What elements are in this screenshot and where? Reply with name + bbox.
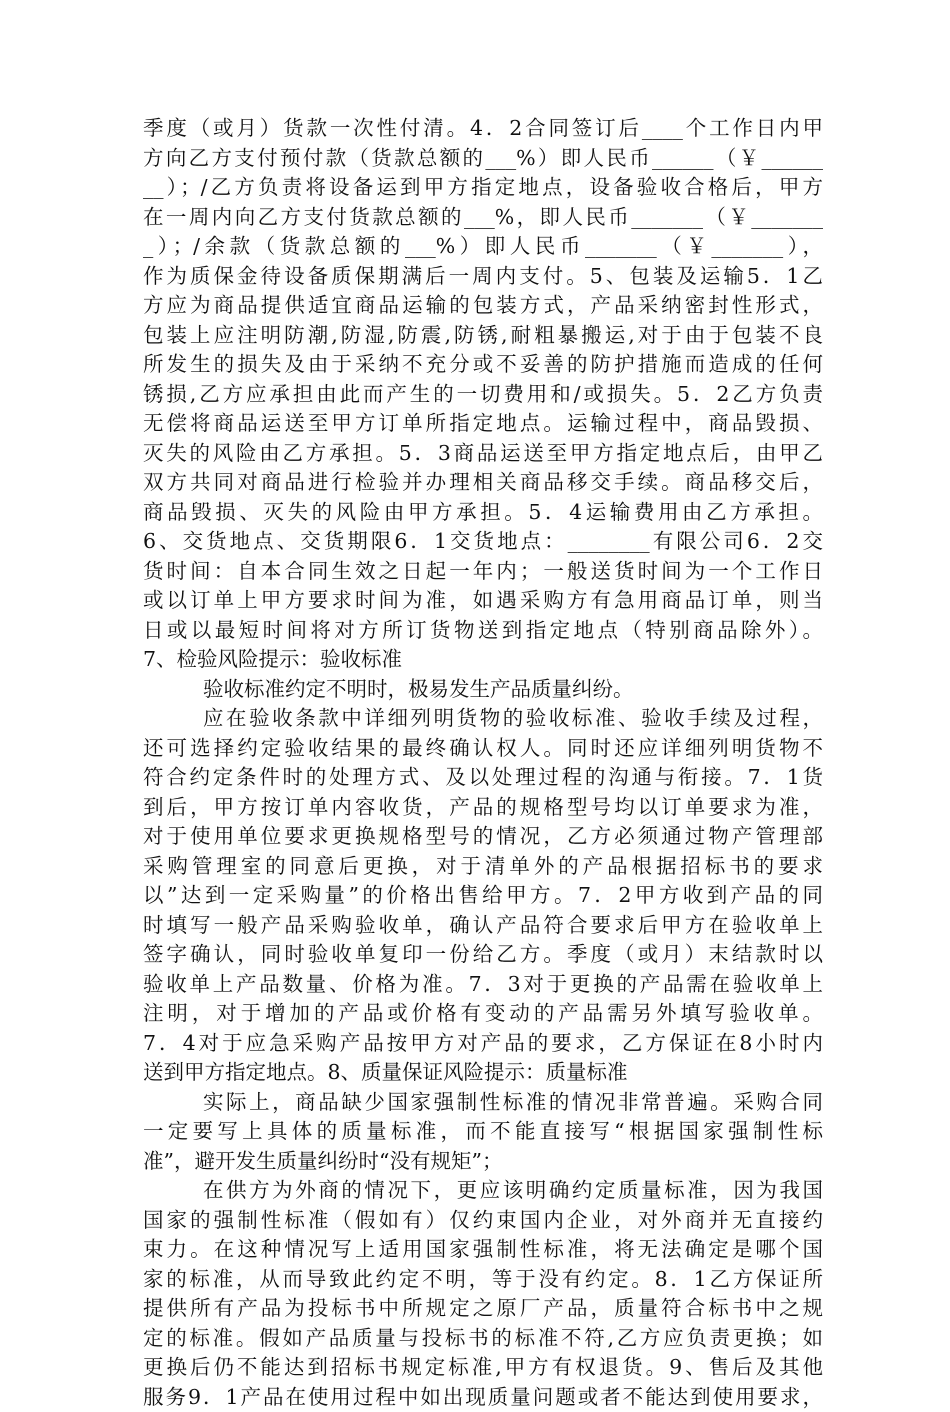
- contract-text-body: [143, 114, 823, 1412]
- text-line: 束力。在这种情况写上适用国家强制性标准，将无法确定是哪个国: [143, 1235, 823, 1265]
- text-line: 时填写一般产品采购验收单，确认产品符合要求后甲方在验收单上: [143, 911, 823, 941]
- text-line: 灭失的风险由乙方承担。5．3商品运送至甲方指定地点后，由甲乙: [143, 439, 823, 469]
- text-line: 6、交货地点、交货期限6．1交货地点：________有限公司6．2交: [143, 527, 823, 557]
- text-line: 定的标准。假如产品质量与投标书的标准不符,乙方应负责更换；如: [143, 1324, 823, 1354]
- text-line: 所发生的损失及由于采纳不充分或不妥善的防护措施而造成的任何: [143, 350, 823, 380]
- text-line: 准”，避开发生质量纠纷时“没有规矩”；: [143, 1147, 823, 1177]
- text-line: 验收单上产品数量、价格为准。7．3对于更换的产品需在验收单上: [143, 970, 823, 1000]
- text-line: 或以订单上甲方要求时间为准，如遇采购方有急用商品订单，则当: [143, 586, 823, 616]
- text-line: 锈损,乙方应承担由此而产生的一切费用和/或损失。5．2乙方负责: [143, 380, 823, 410]
- text-line: 符合约定条件时的处理方式、及以处理过程的沟通与衔接。7．1货: [143, 763, 823, 793]
- text-line: 还可选择约定验收结果的最终确认权人。同时还应详细列明货物不: [143, 734, 823, 764]
- text-line: 一定要写上具体的质量标准，而不能直接写“根据国家强制性标: [143, 1117, 823, 1147]
- text-line: 作为质保金待设备质保期满后一周内支付。5、包装及运输5．1乙: [143, 262, 823, 292]
- text-line: 服务9．1产品在使用过程中如出现质量问题或者不能达到使用要求，: [143, 1383, 823, 1412]
- text-line: 对于使用单位要求更换规格型号的情况，乙方必须通过物产管理部: [143, 822, 823, 852]
- text-line: 方向乙方支付预付款（货款总额的___%）即人民币______（￥______: [143, 144, 823, 174]
- text-line: 方应为商品提供适宜商品运输的包装方式，产品采纳密封性形式，: [143, 291, 823, 321]
- text-line: 实际上，商品缺少国家强制性标准的情况非常普遍。采购合同: [143, 1088, 823, 1118]
- text-line: 商品毁损、灭失的风险由甲方承担。5．4运输费用由乙方承担。: [143, 498, 823, 528]
- text-line: 家的标准，从而导致此约定不明，等于没有约定。8．1乙方保证所: [143, 1265, 823, 1295]
- text-line: 以”达到一定采购量”的价格出售给甲方。7．2甲方收到产品的同: [143, 881, 823, 911]
- text-line: __）；/乙方负责将设备运到甲方指定地点，设备验收合格后，甲方: [143, 173, 823, 203]
- text-line: 提供所有产品为投标书中所规定之原厂产品，质量符合标书中之规: [143, 1294, 823, 1324]
- text-line: 季度（或月）货款一次性付清。4．2合同签订后____个工作日内甲: [143, 114, 823, 144]
- text-line: 无偿将商品运送至甲方订单所指定地点。运输过程中，商品毁损、: [143, 409, 823, 439]
- text-line: 包装上应注明防潮,防湿,防震,防锈,耐粗暴搬运,对于由于包装不良: [143, 321, 823, 351]
- text-line: 验收标准约定不明时，极易发生产品质量纠纷。: [143, 675, 823, 705]
- text-line: 双方共同对商品进行检验并办理相关商品移交手续。商品移交后，: [143, 468, 823, 498]
- text-line: 签字确认，同时验收单复印一份给乙方。季度（或月）末结款时以: [143, 940, 823, 970]
- text-line: 应在验收条款中详细列明货物的验收标准、验收手续及过程，: [143, 704, 823, 734]
- text-line: 更换后仍不能达到招标书规定标准,甲方有权退货。9、售后及其他: [143, 1353, 823, 1383]
- text-line: 7．4对于应急采购产品按甲方对产品的要求，乙方保证在8小时内: [143, 1029, 823, 1059]
- text-line: 注明，对于增加的产品或价格有变动的产品需另外填写验收单。: [143, 999, 823, 1029]
- text-line: 在供方为外商的情况下，更应该明确约定质量标准，因为我国: [143, 1176, 823, 1206]
- text-line: _）；/余款（货款总额的___%）即人民币_______（￥_______），: [143, 232, 823, 262]
- text-line: 采购管理室的同意后更换，对于清单外的产品根据招标书的要求: [143, 852, 823, 882]
- text-line: 送到甲方指定地点。8、质量保证风险提示：质量标准: [143, 1058, 823, 1088]
- text-line: 货时间：自本合同生效之日起一年内；一般送货时间为一个工作日: [143, 557, 823, 587]
- text-line: 在一周内向乙方支付货款总额的___%，即人民币_______（￥_______: [143, 203, 823, 233]
- text-line: 7、检验风险提示：验收标准: [143, 645, 823, 675]
- text-line: 到后，甲方按订单内容收货，产品的规格型号均以订单要求为准，: [143, 793, 823, 823]
- text-line: 日或以最短时间将对方所订货物送到指定地点（特别商品除外）。: [143, 616, 823, 646]
- text-line: 国家的强制性标准（假如有）仅约束国内企业，对外商并无直接约: [143, 1206, 823, 1236]
